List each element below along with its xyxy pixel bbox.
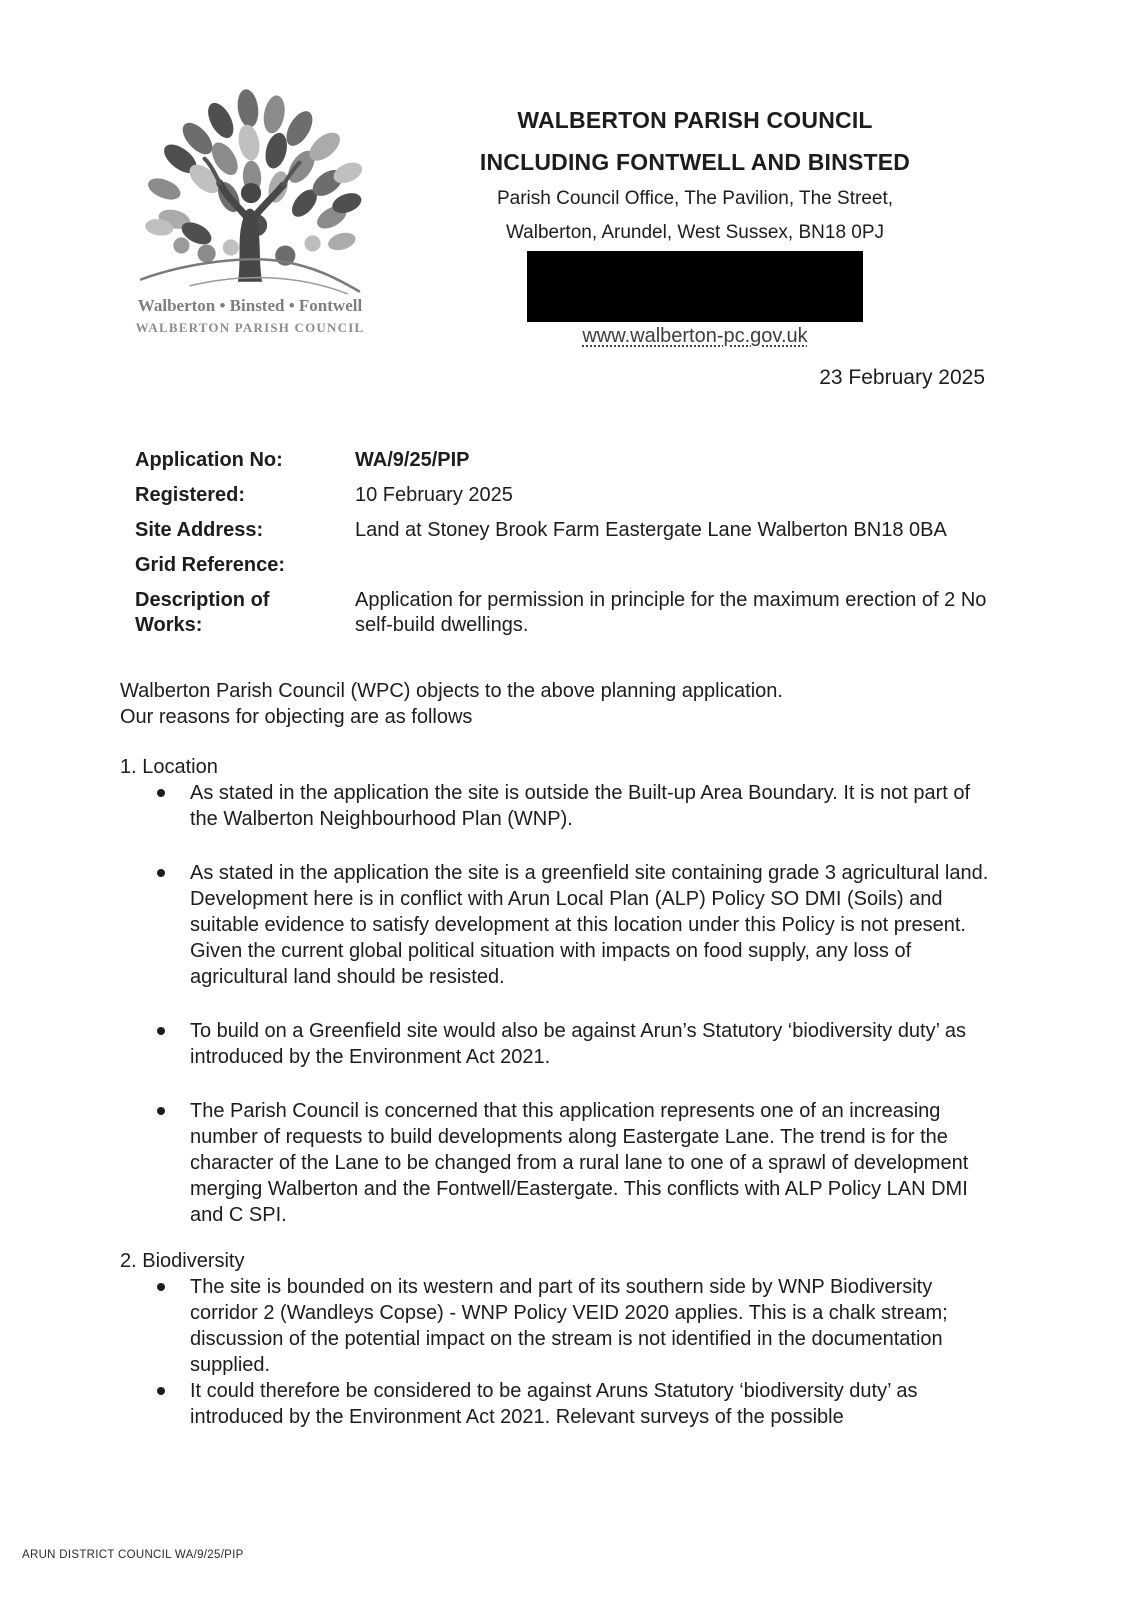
table-row-description-of-works bbox=[135, 588, 1015, 638]
bullet-item: It could therefore be considered to be against Aruns Statutory ‘biodiversity duty’ as introduced by the Environment Act 2021. Relevant surveys of the possible bbox=[120, 1378, 996, 1430]
registered-date: 10 February 2025 bbox=[355, 484, 513, 506]
table-row-site-address bbox=[135, 518, 1015, 543]
org-subtitle: INCLUDING FONTWELL AND BINSTED bbox=[479, 149, 911, 175]
logo-caption-villages: Walberton • Binsted • Fontwell bbox=[137, 296, 363, 315]
bullet-item: To build on a Greenfield site would also be against Arun’s Statutory ‘biodiversity duty’ as introduced by the Environment Act 2021. bbox=[120, 1018, 996, 1070]
office-address-line2: Walberton, Arundel, West Sussex, BN18 0PJ bbox=[505, 222, 885, 243]
bullet-item: The site is bounded on its western and part of its southern side by WNP Biodiversity corridor 2 (Wandleys Copse) - WNP Policy VEID 2020 applies. This is a chalk stream; discussion of the potential impact on the stream is not identified in the documentation supplied. bbox=[120, 1274, 996, 1378]
row-label: Registered: bbox=[135, 484, 246, 506]
website-link[interactable]: www.walberton-pc.gov.uk bbox=[582, 325, 808, 347]
letter-body bbox=[120, 678, 996, 1430]
logo-caption-council: WALBERTON PARISH COUNCIL bbox=[135, 320, 365, 335]
table-row-grid-reference bbox=[135, 553, 1015, 578]
description-of-works: Application for permission in principle for the maximum erection of 2 No self-build dwellings. bbox=[355, 589, 987, 636]
row-label: Description of Works: bbox=[135, 589, 270, 636]
section-heading-biodiversity: 2. Biodiversity bbox=[120, 1250, 245, 1272]
objection-intro bbox=[120, 678, 996, 730]
section-heading-location: 1. Location bbox=[120, 756, 218, 778]
application-details-table bbox=[135, 448, 1015, 648]
bullet-item: As stated in the application the site is a greenfield site containing grade 3 agricultural land. Development here is in conflict with Arun Local Plan (ALP) Policy SO DMI (Soils) and suitable evidence to satisfy development at this location under this Policy is not present. Given the current global political situation with impacts on food supply, any loss of agricultural land should be resisted. bbox=[120, 860, 996, 990]
table-row-application-no bbox=[135, 448, 1015, 473]
row-label: Application No: bbox=[135, 449, 283, 471]
table-row-registered bbox=[135, 483, 1015, 508]
row-label: Grid Reference: bbox=[135, 554, 286, 576]
application-number: WA/9/25/PIP bbox=[355, 449, 470, 471]
site-address: Land at Stoney Brook Farm Eastergate Lane Walberton BN18 0BA bbox=[355, 519, 947, 541]
location-bullet-list bbox=[120, 780, 996, 1228]
biodiversity-bullet-list bbox=[120, 1274, 996, 1430]
page-footer-reference: ARUN DISTRICT COUNCIL WA/9/25/PIP bbox=[22, 1549, 244, 1561]
letterhead bbox=[452, 106, 938, 348]
office-address-line1: Parish Council Office, The Pavilion, The Street, bbox=[496, 188, 894, 209]
parish-council-logo bbox=[128, 84, 372, 336]
row-label: Site Address: bbox=[135, 519, 264, 541]
intro-line: Our reasons for objecting are as follows bbox=[120, 706, 473, 728]
org-name: WALBERTON PARISH COUNCIL bbox=[517, 107, 873, 133]
bullet-item: As stated in the application the site is outside the Built-up Area Boundary. It is not part of the Walberton Neighbourhood Plan (WNP). bbox=[120, 780, 996, 832]
intro-line: Walberton Parish Council (WPC) objects to the above planning application. bbox=[120, 680, 783, 702]
redacted-contact-block bbox=[527, 251, 863, 322]
bullet-item: The Parish Council is concerned that this application represents one of an increasing number of requests to build developments along Eastergate Lane. The trend is for the character of the Lane to be changed from a rural lane to one of a sprawl of development merging Walberton and the Fontwell/Eastergate. This conflicts with ALP Policy LAN DMI and C SPI. bbox=[120, 1098, 996, 1228]
grid-reference bbox=[355, 553, 1000, 578]
letter-date: 23 February 2025 bbox=[819, 366, 985, 389]
tree-logo-icon bbox=[134, 84, 366, 296]
